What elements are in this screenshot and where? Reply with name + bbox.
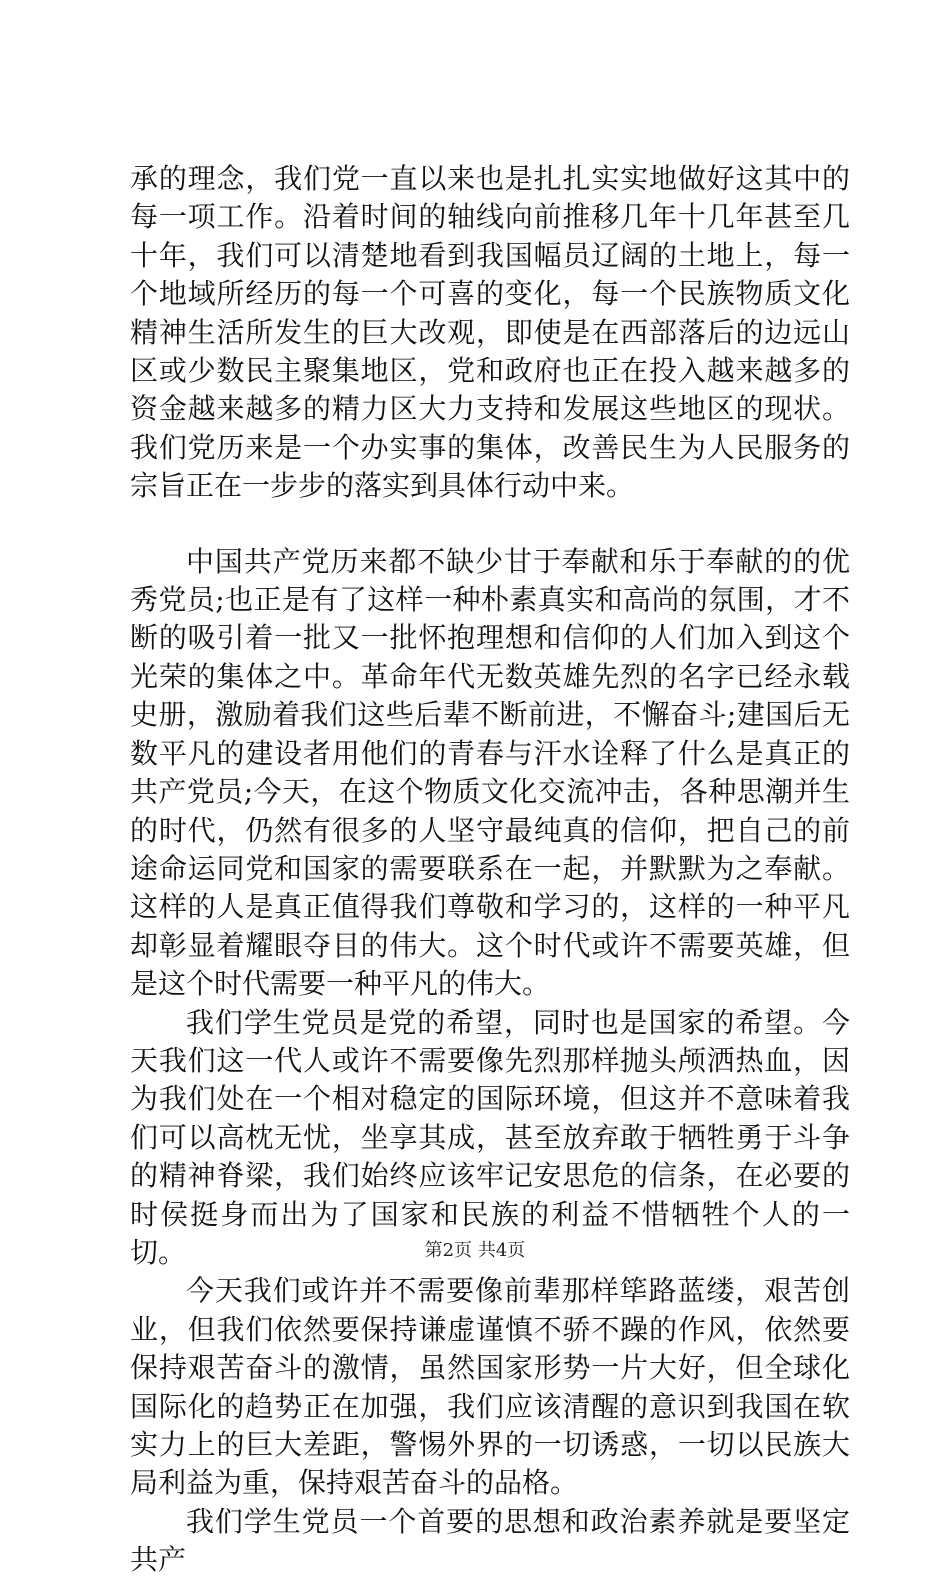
paragraph-3: 我们学生党员是党的希望，同时也是国家的希望。今天我们这一代人或许不需要像先烈那样抛头颅洒热血，因为我们处在一个相对稳定的国际环境，但这并不意味着我们可以高枕无忧，坐享其成，甚至放弃敢于牺牲勇于斗争的精神脊梁，我们始终应该牢记安思危的信条，在必要的时侯挺身而出为了国家和民族的利益不惜牺牲个人的一切。 [130, 1005, 850, 1269]
paragraph-2: 中国共产党历来都不缺少甘于奉献和乐于奉献的的优秀党员;也正是有了这样一种朴素真实和高尚的氛围，才不断的吸引着一批又一批怀抱理想和信仰的人们加入到这个光荣的集体之中。革命年代无数英雄先烈的名字已经永载史册，激励着我们这些后辈不断前进，不懈奋斗;建国后无数平凡的建设者用他们的青春与汗水诠释了什么是真正的共产党员;今天，在这个物质文化交流冲击，各种思潮并生的时代，仍然有很多的人坚守最纯真的信仰，把自己的前途命运同党和国家的需要联系在一起，并默默为之奉献。这样的人是真正值得我们尊敬和学习的，这样的一种平凡却彰显着耀眼夺目的伟大。这个时代或许不需要英雄，但是这个时代需要一种平凡的伟大。 [130, 544, 850, 1001]
document-body [130, 160, 850, 1580]
paragraph-4: 今天我们或许并不需要像前辈那样筚路蓝缕，艰苦创业，但我们依然要保持谦虚谨慎不骄不躁的作风，依然要保持艰苦奋斗的激情，虽然国家形势一片大好，但全球化国际化的趋势正在加强，我们应该清醒的意识到我国在软实力上的巨大差距，警惕外界的一切诱惑，一切以民族大局利益为重，保持艰苦奋斗的品格。 [130, 1274, 850, 1500]
page-number-label: 第2页 共4页 [424, 1240, 526, 1261]
paragraph-5: 我们学生党员一个首要的思想和政治素养就是要坚定共产 [130, 1504, 850, 1577]
paragraph-1: 承的理念，我们党一直以来也是扎扎实实地做好这其中的每一项工作。沿着时间的轴线向前推移几年十几年甚至几十年，我们可以清楚地看到我国幅员辽阔的土地上，每一个地域所经历的每一个可喜的变化，每一个民族物质文化精神生活所发生的巨大改观，即使是在西部落后的边远山区或少数民主聚集地区，党和政府也正在投入越来越多的资金越来越多的精力区大力支持和发展这些地区的现状。我们党历来是一个办实事的集体，改善民生为人民服务的宗旨正在一步步的落实到具体行动中来。 [130, 162, 850, 503]
page-footer [0, 1240, 950, 1262]
